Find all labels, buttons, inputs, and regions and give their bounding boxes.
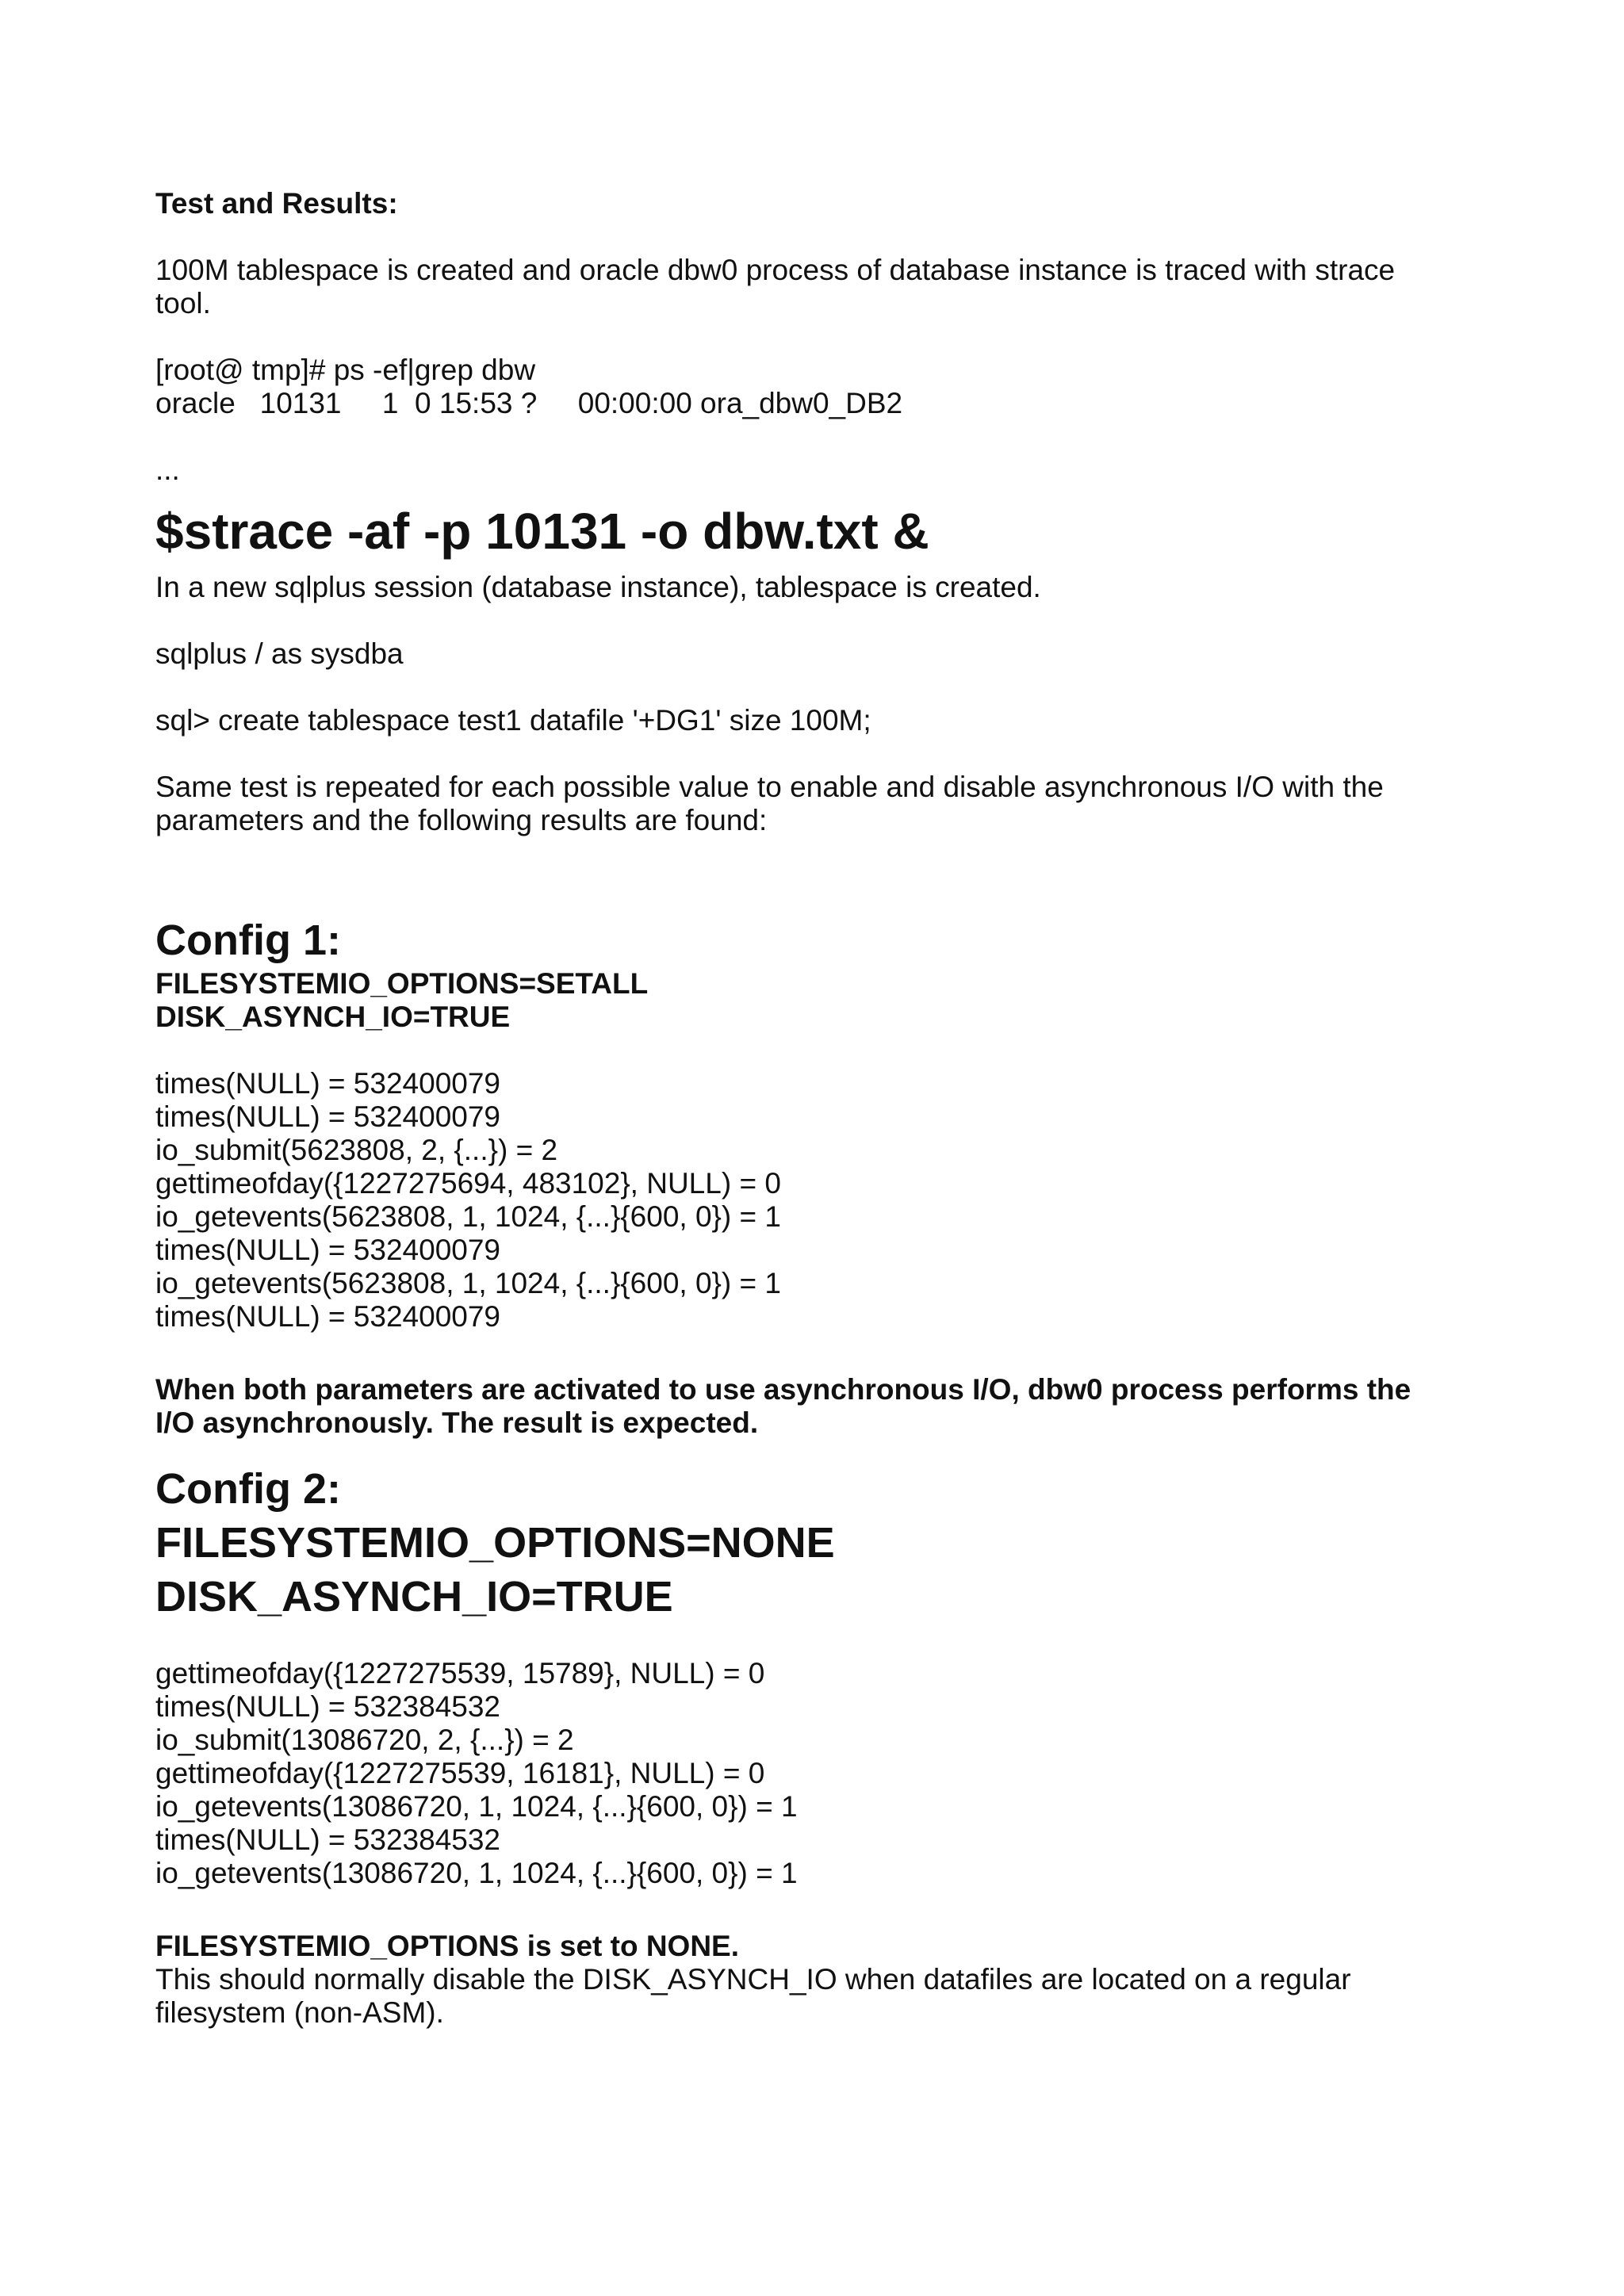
- section-heading: Test and Results:: [155, 187, 398, 220]
- trace-line: io_submit(13086720, 2, {...}) = 2: [155, 1724, 574, 1756]
- sql-create-command: sql> create tablespace test1 datafile '+DG1' size 100M;: [155, 704, 871, 737]
- trace-line: times(NULL) = 532384532: [155, 1823, 501, 1856]
- ps-output: oracle 10131 1 0 15:53 ? 00:00:00 ora_dbw0_DB2: [155, 387, 903, 419]
- repeat-note-line-1: Same test is repeated for each possible value to enable and disable asynchronous I/O with the: [155, 771, 1384, 803]
- config2-title: Config 2:: [155, 1465, 341, 1513]
- config1-conclusion-line-2: I/O asynchronously. The result is expected.: [155, 1406, 759, 1439]
- trace-line: io_getevents(13086720, 1, 1024, {...}{600, 0}) = 1: [155, 1857, 798, 1889]
- config1-title: Config 1:: [155, 916, 341, 964]
- trace-line: io_submit(5623808, 2, {...}) = 2: [155, 1134, 558, 1166]
- trace-line: times(NULL) = 532400079: [155, 1067, 501, 1100]
- trace-line: times(NULL) = 532400079: [155, 1100, 501, 1133]
- config1-trace: [155, 1067, 1488, 1334]
- config2-note-bold: FILESYSTEMIO_OPTIONS is set to NONE.: [155, 1930, 740, 1962]
- trace-line: gettimeofday({1227275539, 16181}, NULL) = 0: [155, 1757, 765, 1789]
- ellipsis: ...: [155, 453, 180, 486]
- ps-command: [root@ tmp]# ps -ef|grep dbw: [155, 354, 536, 386]
- intro-line-2: tool.: [155, 287, 211, 320]
- document-page: [155, 187, 1488, 2030]
- new-session-text: In a new sqlplus session (database instance), tablespace is created.: [155, 571, 1041, 603]
- trace-line: times(NULL) = 532384532: [155, 1690, 501, 1723]
- repeat-note-line-2: parameters and the following results are found:: [155, 804, 768, 836]
- config1-param2: DISK_ASYNCH_IO=TRUE: [155, 1001, 511, 1033]
- trace-line: io_getevents(5623808, 1, 1024, {...}{600, 0}) = 1: [155, 1267, 781, 1299]
- strace-command: $strace -af -p 10131 -o dbw.txt &: [155, 503, 929, 560]
- trace-line: gettimeofday({1227275694, 483102}, NULL) = 0: [155, 1167, 781, 1200]
- config2-param2: DISK_ASYNCH_IO=TRUE: [155, 1573, 673, 1621]
- trace-line: io_getevents(5623808, 1, 1024, {...}{600, 0}) = 1: [155, 1200, 781, 1233]
- trace-line: gettimeofday({1227275539, 15789}, NULL) = 0: [155, 1657, 765, 1689]
- config2-note-line-1: This should normally disable the DISK_ASYNCH_IO when datafiles are located on a regular: [155, 1963, 1351, 1996]
- trace-line: times(NULL) = 532400079: [155, 1234, 501, 1266]
- config2-trace: [155, 1657, 1488, 1890]
- trace-line: io_getevents(13086720, 1, 1024, {...}{600, 0}) = 1: [155, 1790, 798, 1823]
- config2-note-line-2: filesystem (non-ASM).: [155, 1996, 444, 2029]
- trace-line: times(NULL) = 532400079: [155, 1300, 501, 1333]
- intro-line-1: 100M tablespace is created and oracle dbw0 process of database instance is traced with strace: [155, 254, 1396, 286]
- config1-param1: FILESYSTEMIO_OPTIONS=SETALL: [155, 967, 649, 1000]
- config1-conclusion-line-1: When both parameters are activated to use asynchronous I/O, dbw0 process performs the: [155, 1373, 1411, 1406]
- sqlplus-login: sqlplus / as sysdba: [155, 637, 404, 670]
- config2-param1: FILESYSTEMIO_OPTIONS=NONE: [155, 1519, 835, 1567]
